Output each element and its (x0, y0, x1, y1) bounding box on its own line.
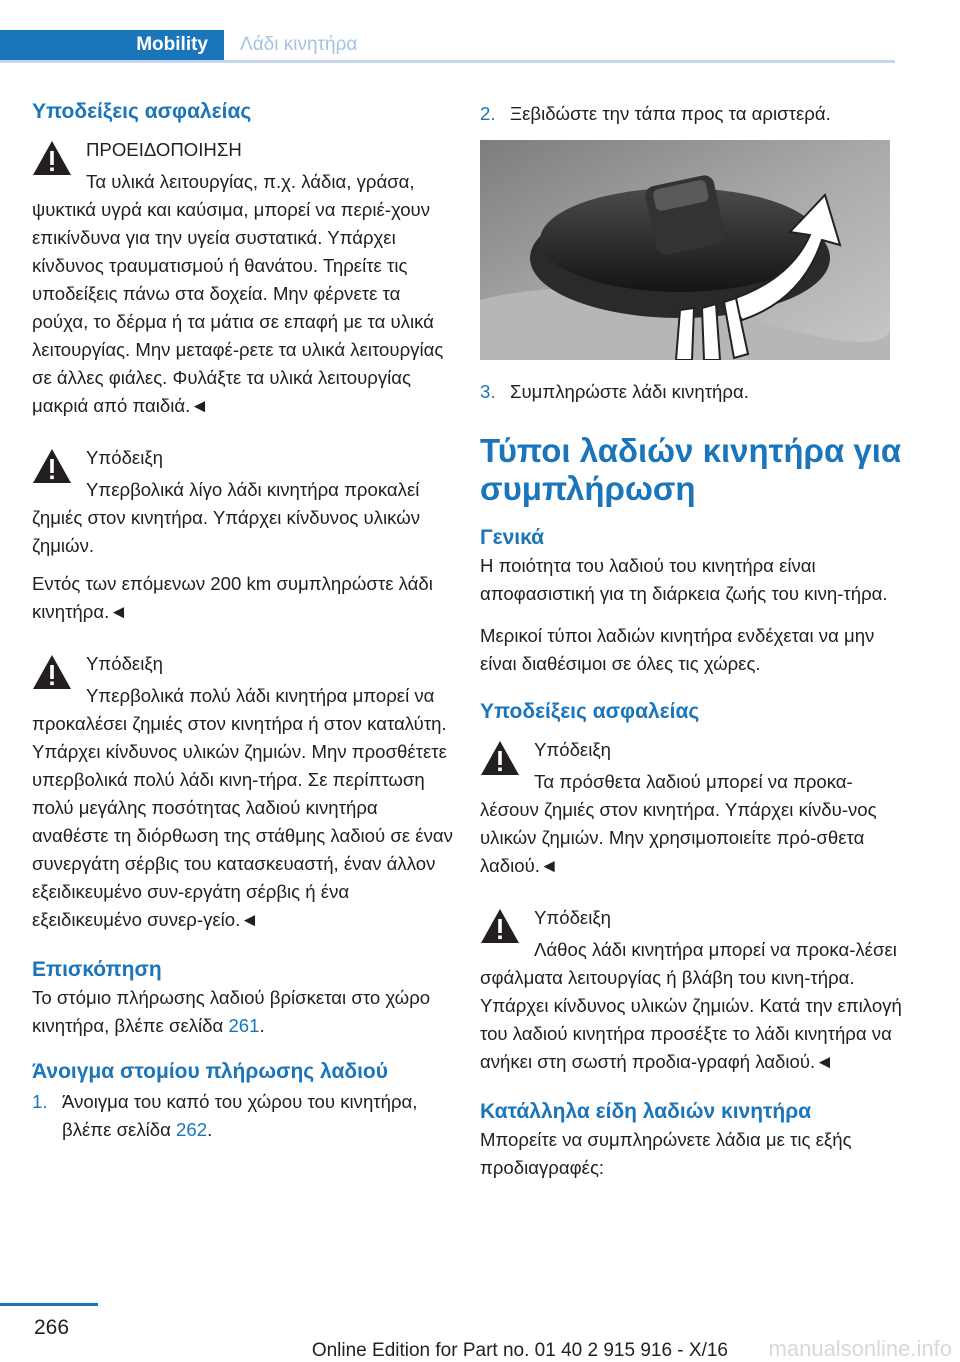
overview-heading: Επισκόπηση (32, 958, 162, 981)
list-item (480, 100, 905, 128)
notice-title: Υπόδειξη (534, 739, 612, 760)
notice-block (480, 736, 905, 880)
warning-title: ΠΡΟΕΙΔΟΠΟΙΗΣΗ (86, 139, 242, 160)
general-paragraph-1: Η ποιότητα του λαδιού του κινητήρα είναι αποφασιστική για τη διάρκεια ζωής του κινη‐τήρα. (480, 555, 888, 604)
edition-footer: Online Edition for Part no. 01 40 2 915 916 - X/16 (311, 1340, 728, 1361)
warning-triangle-icon (32, 140, 72, 176)
opening-heading: Άνοιγμα στομίου πλήρωσης λαδιού (32, 1060, 388, 1083)
warning-triangle-icon (32, 654, 72, 690)
notice-title: Υπόδειξη (534, 907, 612, 928)
step-number: 2. (480, 103, 496, 124)
page-number: 266 (34, 1316, 70, 1339)
step-text: Ξεβιδώστε την τάπα προς τα αριστερά. (510, 103, 831, 124)
page-number-rule (0, 1303, 98, 1306)
types-heading: Τύποι λαδιών κινητήρα για συμπλήρωση (480, 432, 902, 507)
step-number: 3. (480, 381, 496, 402)
notice-text: Υπερβολικά λίγο λάδι κινητήρα προκαλεί ζημιές στον κινητήρα. Υπάρχει κίνδυνος υλικών ζημιών. (32, 479, 421, 556)
overview-text (32, 984, 457, 1040)
step-text: Άνοιγμα του καπό του χώρου του κινητήρα, βλέπε σελίδα (62, 1091, 418, 1140)
page-link-262[interactable]: 262 (176, 1119, 208, 1140)
general-paragraph-2: Μερικοί τύποι λαδιών κινητήρα ενδέχεται να μην είναι διαθέσιμοι σε όλες τις χώρες. (480, 625, 875, 674)
tab-mobility-label: Mobility (136, 34, 208, 55)
warning-text: Τα υλικά λειτουργίας, π.χ. λάδια, γράσα, ψυκτικά υγρά και καύσιμα, μπορεί να περιέ‐χουν επικίνδυνα για την υγεία συστατικά. Υπάρχει κίνδυνος τραυματισμού ή θανάτου. Τηρείτε τις υποδείξεις πάνω στα δοχεία. Μην φέρνετε τα ρούχα, το δέρμα ή τα μάτια σε επαφή με τα υλικά λειτουργίας. Μην μεταφέ‐ρετε τα υλικά λειτουργίας σε άλλες φιάλες. Φυλάξτε τα υλικά λειτουργίας μακριά από παιδιά.◄ (32, 171, 444, 416)
step-text-end: . (207, 1119, 213, 1140)
header-tabbar (0, 0, 895, 64)
tab-mobility[interactable] (0, 30, 224, 60)
warning-triangle-icon (480, 908, 520, 944)
watermark: manualsonline.info (768, 1336, 952, 1361)
oil-cap-photo (480, 140, 890, 360)
page-link-261[interactable]: 261 (228, 1015, 260, 1036)
header-divider (0, 60, 895, 63)
notice-text: Τα πρόσθετα λαδιού μπορεί να προκα‐λέσουν ζημιές στον κινητήρα. Υπάρχει κίνδυ‐νος υλικών ζημιών. Μην χρησιμοποιείτε πρό‐σθετα λαδιού.◄ (480, 771, 877, 876)
step-number: 1. (32, 1091, 48, 1112)
suitable-text: Μπορείτε να συμπληρώνετε λάδια με τις εξής προδιαγραφές: (480, 1129, 852, 1178)
overview-text-body: Το στόμιο πλήρωσης λαδιού βρίσκεται στο χώρο κινητήρα, βλέπε σελίδα (32, 987, 431, 1036)
overview-text-end: . (259, 1015, 265, 1036)
notice-text-2: Εντός των επόμενων 200 km συμπληρώστε λάδι κινητήρα.◄ (32, 573, 433, 622)
notice-block (480, 904, 905, 1076)
notice-text: Λάθος λάδι κινητήρα μπορεί να προκα‐λέσει σφάλματα λειτουργίας ή βλάβη του κινη‐τήρα. Υπάρχει κίνδυνος υλικών ζημιών. Κατά την επιλογή του λαδιού κινητήρα προσέξτε το λάδι κινητήρα να ανήκει στη σωστή προδια‐γραφή λαδιού.◄ (480, 939, 902, 1072)
left-column (32, 100, 457, 1156)
step-text: Συμπληρώστε λάδι κινητήρα. (510, 381, 749, 402)
notice-title: Υπόδειξη (86, 653, 164, 674)
safety-heading: Υποδείξεις ασφαλείας (32, 100, 252, 123)
right-column (480, 100, 905, 1196)
notice-block (32, 650, 457, 934)
list-item (32, 1088, 457, 1144)
notice-title: Υπόδειξη (86, 447, 164, 468)
warning-triangle-icon (32, 448, 72, 484)
notice-text: Υπερβολικά πολύ λάδι κινητήρα μπορεί να προκαλέσει ζημιές στον κινητήρα ή στον καταλύτη. Υπάρχει κίνδυνος υλικών ζημιών. Μην προσθέτετε υπερβολικά πολύ λάδι κινη‐τήρα. Σε περίπτωση πολύ μεγάλης ποσότητας λαδιού κινητήρα αναθέστε τη διόρθωση της στάθμης λαδιού σε έναν συνεργάτη σέρβις του κατασκευαστή, έναν άλλον εξειδικευμένο συν‐εργάτη σέρβις ή ένα εξειδικευμένο συνερ‐γείο.◄ (32, 685, 453, 930)
warning-triangle-icon (480, 740, 520, 776)
safety-heading-2: Υποδείξεις ασφαλείας (480, 700, 700, 723)
notice-block (32, 444, 457, 626)
warning-block (32, 136, 457, 420)
tab-engine-oil[interactable]: Λάδι κινητήρα (240, 34, 358, 55)
list-item (480, 378, 905, 406)
general-heading: Γενικά (480, 526, 545, 549)
suitable-heading: Κατάλληλα είδη λαδιών κινητήρα (480, 1100, 812, 1123)
